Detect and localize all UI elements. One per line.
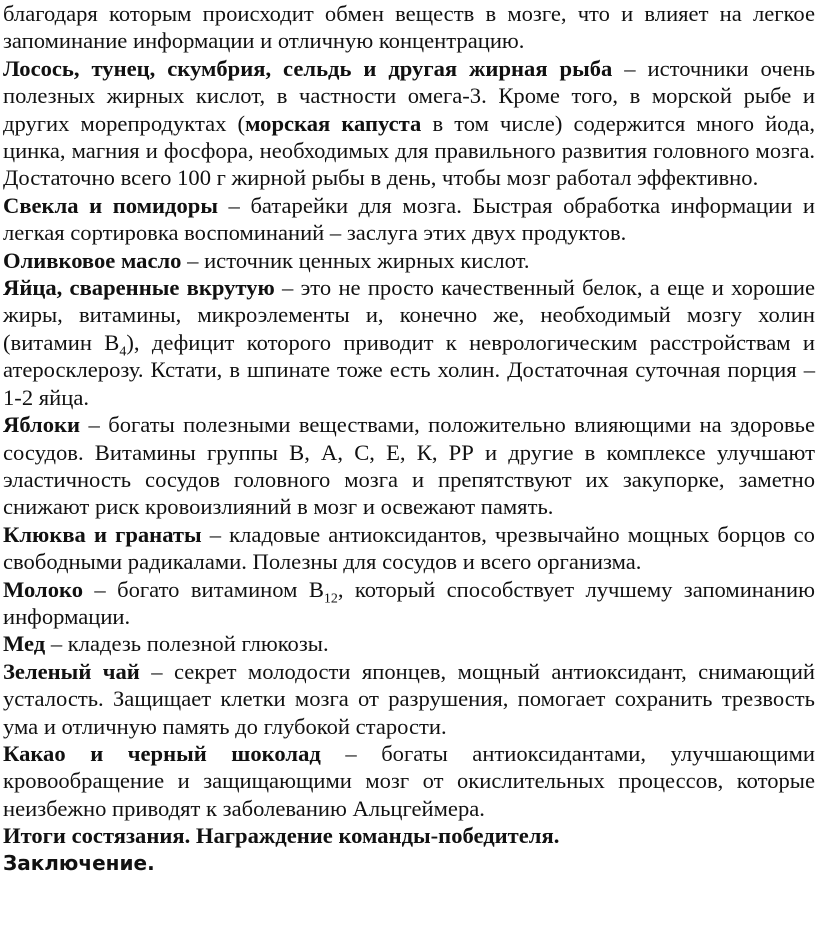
text-milk-rest: , который способствует лучшему запоминанию информации. (3, 576, 815, 629)
term-eggs: Яйца, сваренные вкрутую (3, 275, 275, 301)
summary-heading: Итоги состязания. Награждение команды-победителя. (3, 823, 560, 849)
text-oil: – источник ценных жирных кислот. (181, 247, 530, 273)
term-oil: Оливковое масло (3, 247, 182, 273)
paragraph-apples (3, 411, 815, 521)
paragraph-cranberry (3, 521, 815, 576)
paragraph-beet (3, 192, 815, 247)
term-beet: Свекла и помидоры (3, 192, 218, 218)
text-cocoa: – богаты антиоксидантами, улучшающими кровообращение и защищающими мозг от окислительных процессов, которые неизбежно приводят к заболеванию Альцгеймера. (3, 740, 815, 821)
paragraph-tea (3, 658, 815, 740)
text-fish-rest: в том числе) содержится много йода, цинка, магния и фосфора, необходимых для правильного развития головного мозга. Достаточно всего 100 г жирной рыбы в день, чтобы мозг работал эффективно. (3, 110, 815, 191)
text-eggs: – это не просто качественный белок, а еще и хорошие жиры, витамины, микроэлементы и, конечно же, необходимый мозгу холин (витамин В (3, 275, 815, 355)
text-apples: – богаты полезными веществами, положительно влияющими на здоровье сосудов. Витамины группы В, А, С, Е, К, РР и другие в комплексе улучшают эластичность сосудов головного мозга и препятствуют их закупорке, заметно снижают риск кровоизлияний в мозг и освежают память. (3, 412, 815, 520)
conclusion-heading: Заключение. (3, 850, 155, 875)
subscript-b12: 12 (323, 591, 338, 607)
term-tea: Зеленый чай (3, 658, 140, 684)
paragraph-eggs (3, 274, 815, 411)
paragraph-honey (3, 630, 815, 657)
term-apples: Яблоки (3, 412, 81, 438)
text-tea: – секрет молодости японцев, мощный антиоксидант, снимающий усталость. Защищает клетки мозга от разрушения, помогает сохранить трезвость ума и отличную память до глубокой старости. (3, 658, 816, 739)
term-honey: Мед (3, 631, 46, 657)
text-beet: – батарейки для мозга. Быстрая обработка информации и легкая сортировка воспоминаний – заслуга этих двух продуктов. (3, 192, 815, 246)
paragraph-oil (3, 247, 815, 274)
term-seaweed: морская капуста (245, 110, 422, 136)
text-fish: – источники очень полезных жирных кислот, в частности омега-3. Кроме того, в морской рыбе и других морепродуктах ( (3, 55, 815, 136)
paragraph-cocoa (3, 740, 815, 822)
term-cranberry: Клюква и гранаты (3, 521, 202, 547)
paragraph-fish (3, 55, 815, 192)
term-cocoa: Какао и черный шоколад (3, 740, 321, 766)
subscript-b4: 4 (119, 344, 127, 360)
text-eggs-rest: ), дефицит которого приводит к неврологическим расстройствам и атеросклерозу. Кстати, в шпинате тоже есть холин. Достаточная суточная порция – 1-2 яйца. (3, 329, 815, 410)
paragraph-milk (3, 576, 815, 631)
text-milk: – богато витамином В (83, 576, 324, 602)
text-honey: – кладезь полезной глюкозы. (45, 631, 329, 657)
intro-paragraph: благодаря которым происходит обмен веществ в мозге, что и влияет на легкое запоминание информации и отличную концентрацию. (3, 1, 815, 54)
term-fish: Лосось, тунец, скумбрия, сельдь и другая жирная рыба (3, 55, 613, 81)
term-milk: Молоко (3, 576, 84, 602)
text-cranberry: – кладовые антиоксидантов, чрезвычайно мощных борцов со свободными радикалами. Полезны для сосудов и всего организма. (3, 521, 815, 575)
